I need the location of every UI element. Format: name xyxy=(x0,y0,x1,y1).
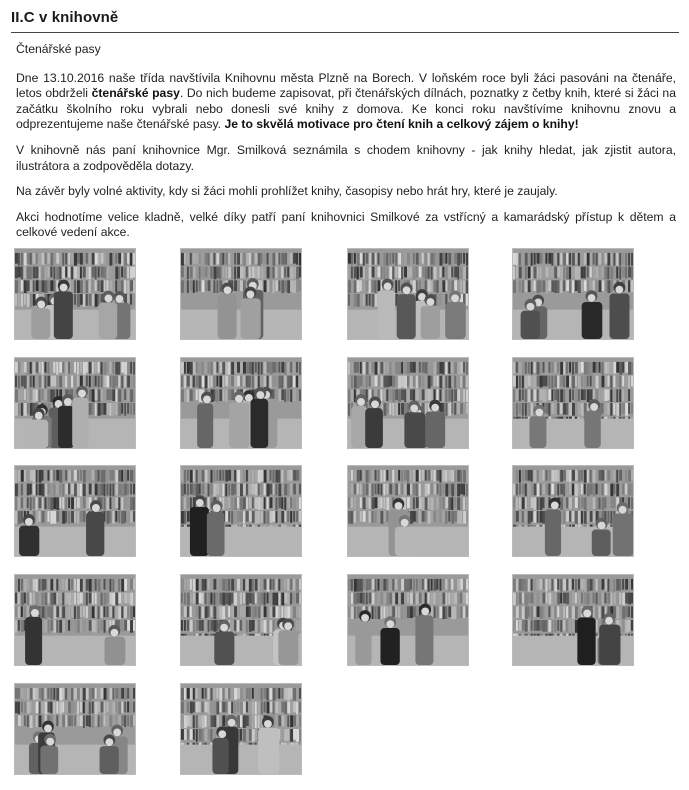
book-cover-photo[interactable] xyxy=(347,357,469,449)
two-kids-standing-photo[interactable] xyxy=(14,574,136,666)
article-subtitle: Čtenářské pasy xyxy=(16,42,101,56)
class-seated-photo[interactable] xyxy=(14,357,136,449)
intro-text-a: Dne 13.10.2016 naše třída navštívila Knihovnu města Plzně na Borech. V loňském roce byli žáci pasováni na čtenáře, letos obdrželi xyxy=(16,70,676,101)
paragraph-evaluation: Akci hodnotíme velice kladně, velké díky patří paní knihovnici Smilkové za vstřícný a kamarádský přístup k dětem a celkové vedení akce. xyxy=(16,209,676,240)
children-at-shelves-photo[interactable] xyxy=(180,248,302,340)
page-title: II.C v knihovně xyxy=(11,9,119,26)
children-reading-photo[interactable] xyxy=(14,248,136,340)
kids-at-table-photo[interactable] xyxy=(512,465,634,557)
paragraph-activities: Na závěr byly volné aktivity, kdy si žáci mohli prohlížet knihy, časopisy nebo hrát hry, které je zaujaly. xyxy=(16,184,558,199)
boys-at-shelf-photo[interactable] xyxy=(347,465,469,557)
boy-at-shelves-photo[interactable] xyxy=(180,574,302,666)
group-browsing-photo[interactable] xyxy=(347,574,469,666)
intro-emphasis-motivation: Je to skvělá motivace pro čtení knih a celkový zájem o knihy! xyxy=(224,117,579,132)
kids-reading-sofa-photo[interactable] xyxy=(512,574,634,666)
crowd-at-shelves-photo[interactable] xyxy=(180,683,302,775)
class-group-photo[interactable] xyxy=(180,357,302,449)
teacher-at-board-photo[interactable] xyxy=(347,248,469,340)
kids-seated-reading-photo[interactable] xyxy=(512,248,634,340)
intro-text-c: . Do nich budeme zapisovat, při čtenářských dílnách, poznatky z četby knih, které si žáci na začátku školního roku vybrali nebo donesli své knihy z domova. Ke konci roku navštívíme knihovnu znovu a odprezentujeme naše čtenářské pasy. xyxy=(16,86,676,132)
children-circle-photo[interactable] xyxy=(14,683,136,775)
kids-with-books-photo[interactable] xyxy=(180,465,302,557)
intro-emphasis-passes: čtenářské pasy xyxy=(91,86,180,101)
kids-browsing-photo[interactable] xyxy=(14,465,136,557)
paragraph-librarian: V knihovně nás paní knihovnice Mgr. Smilková seznámila s chodem knihovny - jak knihy hledat, jak zjistit autora, ilustrátora a zodpověděla dotazy. xyxy=(16,142,676,173)
girl-reading-photo[interactable] xyxy=(512,357,634,449)
